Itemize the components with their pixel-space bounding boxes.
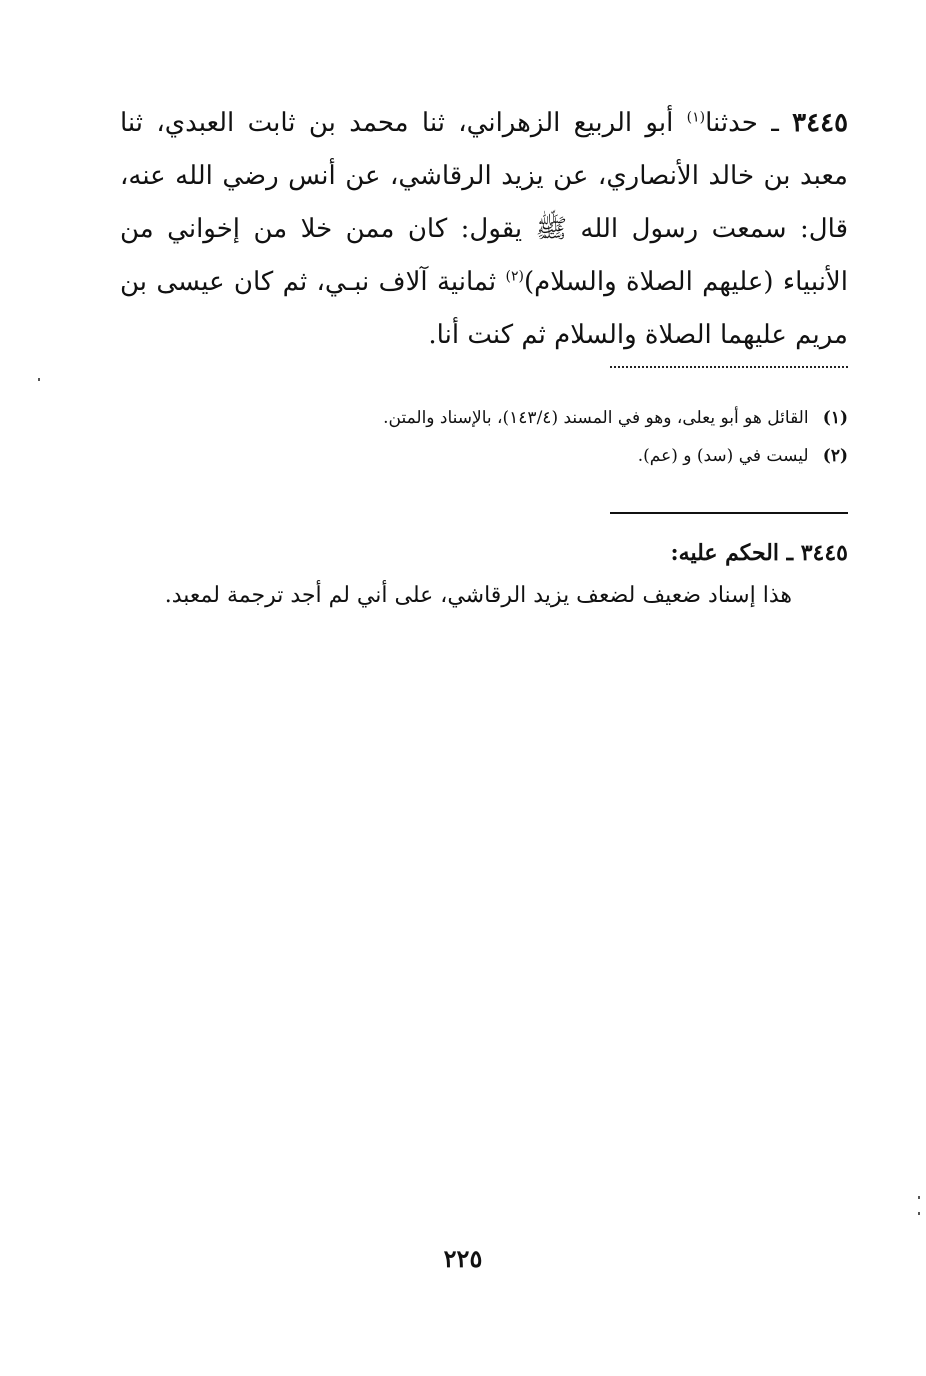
hadith-paragraph [120,97,848,362]
ruling-text: هذا إسناد ضعيف لضعف يزيد الرقاشي، على أني لم أجد ترجمة لمعبد. [164,583,792,608]
footnote-item [160,437,848,475]
footnote-divider [610,366,848,368]
footnote-item [160,399,848,437]
footnote-ref-1[interactable]: (١) [686,109,706,126]
scan-speck [918,1196,920,1199]
page-number: ٢٢٥ [443,1244,483,1273]
section-divider [610,512,848,514]
scan-speck [38,378,40,381]
footnote-number: (١) [822,408,848,428]
footnote-text: القائل هو أبو يعلى، وهو في المسند (١٤٣/٤)، بالإسناد والمتن. [383,408,809,428]
footnote-text: ليست في (سد) و (عم). [637,446,809,466]
footnotes-section [160,399,848,475]
hadith-number: ٣٤٤٥ [792,108,849,138]
hadith-text-part-1: حدثنا [705,108,758,138]
hadith-text-part-3: ثمانية آلاف نبـي، ثم كان عيسى بن مريم عليهما الصلاة والسلام ثم كنت أنا. [120,267,848,350]
ruling-section [150,536,848,616]
ruling-heading: ٣٤٤٥ ـ الحكم عليه: [670,540,848,566]
footnote-number: (٢) [822,446,848,466]
hadith-dash: ـ [771,108,779,138]
hadith-text-part-2: أبو الربيع الزهراني، ثنا محمد بن ثابت العبدي، ثنا معبد بن خالد الأنصاري، عن يزيد الرقاشي، عن أنس رضي الله عنه، قال: سمعت رسول الله ﷺ يقول: كان ممن خلا من إخواني من الأنبياء (عليهم الصلاة والسلام) [120,108,848,297]
scan-speck [918,1212,920,1215]
footnote-ref-2[interactable]: (٢) [505,268,524,285]
